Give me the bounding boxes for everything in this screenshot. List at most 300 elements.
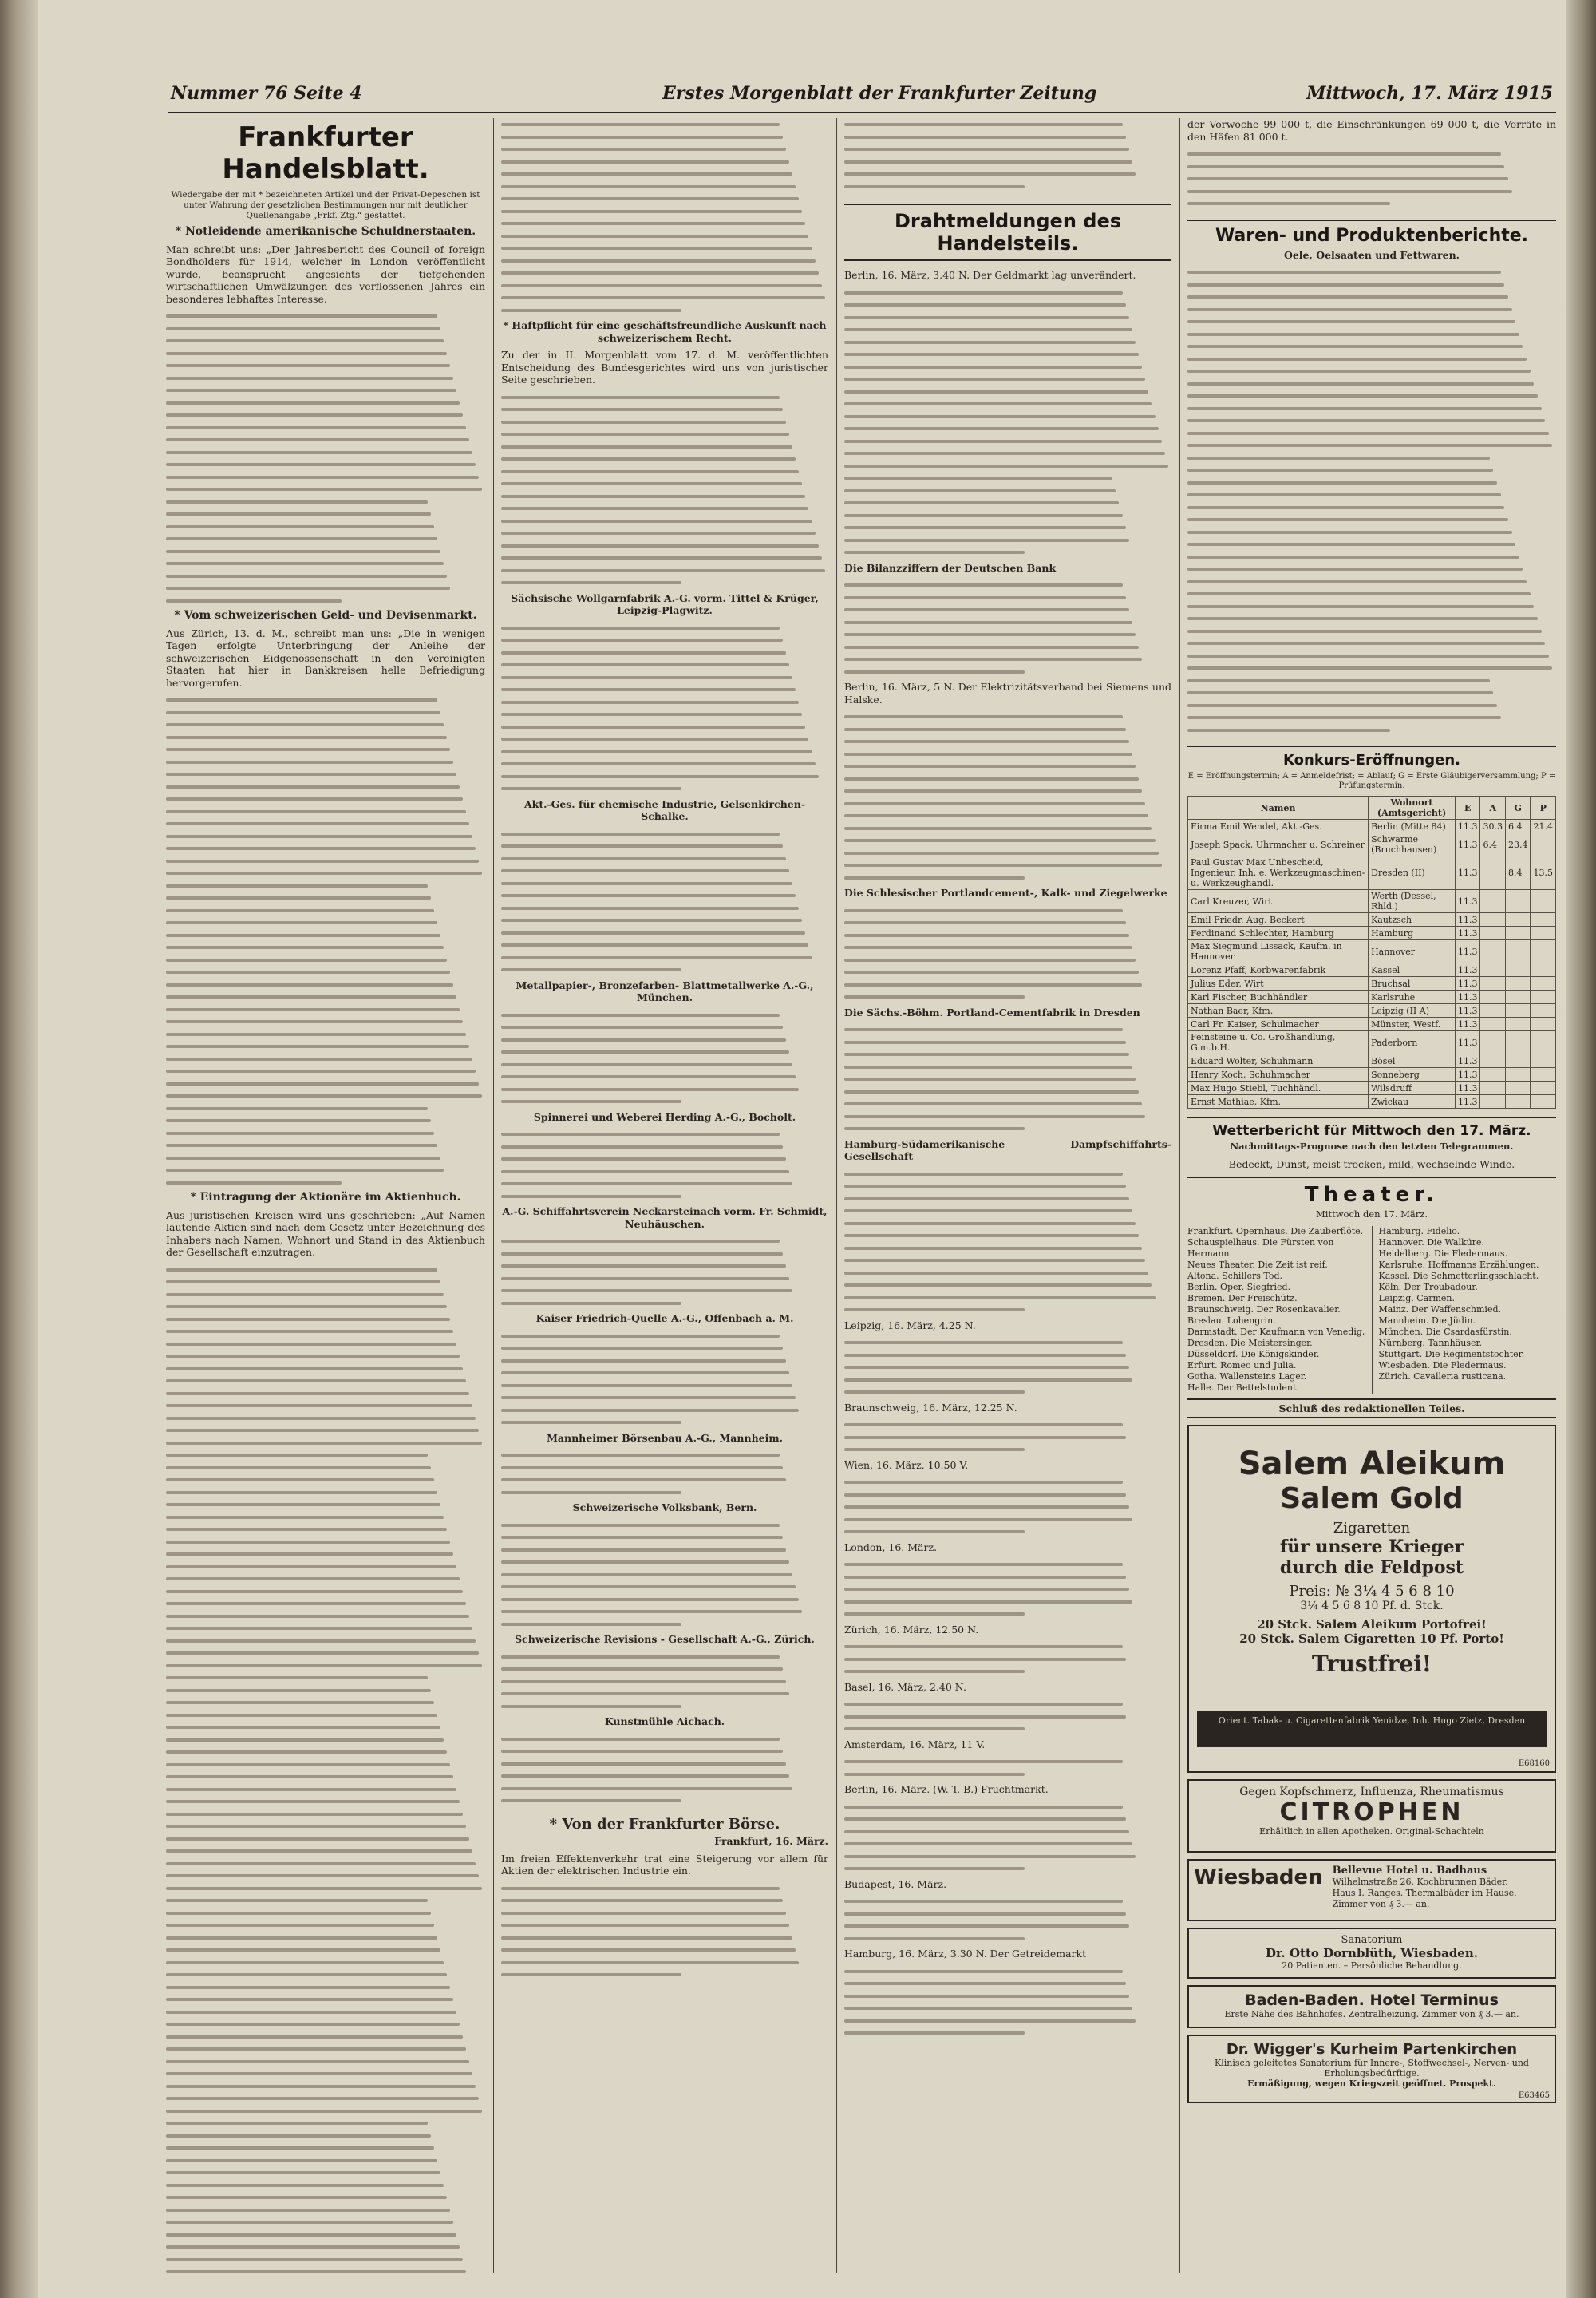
text-line	[501, 1956, 799, 1969]
text-line	[166, 2055, 469, 2068]
text-line	[166, 322, 440, 335]
text-line	[501, 192, 799, 205]
text-line	[844, 1086, 1139, 1098]
text-line	[1187, 551, 1519, 564]
theater-entry: Berlin. Oper. Siegfried.	[1187, 1281, 1291, 1292]
column-1	[166, 118, 485, 2273]
table-cell: Wilsdruff	[1369, 1082, 1456, 1095]
text-line	[166, 1820, 466, 1833]
text-line	[166, 1894, 428, 1907]
theater-entry: Breslau. Lohengrin.	[1187, 1315, 1276, 1326]
text-line	[844, 666, 1025, 678]
text-line	[166, 532, 437, 545]
dispatch: Die Schlesischer Portlandcement-, Kalk- und Ziegelwerke	[844, 887, 1167, 899]
konkurs-table	[1187, 796, 1556, 1109]
article-title: * Eintragung der Aktionäre im Aktienbuch.	[190, 1191, 461, 1204]
text-block	[166, 1264, 485, 2274]
theater-entry: Köln. Der Troubadour.	[1378, 1281, 1478, 1292]
text-line	[166, 2229, 456, 2241]
text-line	[844, 847, 1159, 860]
text-line	[501, 527, 816, 540]
dispatch: Leipzig, 16. März, 4.25 N.	[844, 1319, 976, 1331]
text-line	[1187, 414, 1545, 427]
text-line	[844, 979, 1142, 991]
text-line	[501, 877, 792, 890]
text-line	[844, 1073, 1136, 1086]
table-cell: 11.3	[1455, 1004, 1480, 1018]
table-row	[1188, 1095, 1556, 1109]
table-cell: 11.3	[1455, 913, 1480, 927]
text-line	[501, 1568, 792, 1581]
text-line	[501, 540, 819, 552]
text-line	[166, 1363, 463, 1375]
text-line	[501, 391, 780, 404]
text-line	[844, 785, 1142, 797]
table-cell	[1531, 1031, 1556, 1054]
text-line	[844, 809, 1148, 822]
ad-price: Preis: № 3¼ 4 5 6 8 10	[1289, 1583, 1455, 1600]
text-line	[501, 1021, 783, 1034]
text-line	[501, 1894, 783, 1907]
text-block	[844, 1418, 1171, 1459]
table-cell	[1505, 1068, 1531, 1082]
text-line	[844, 904, 1123, 917]
table-cell	[1480, 977, 1506, 991]
text-line	[501, 1083, 799, 1096]
ad-text: durch die Feldpost	[1279, 1557, 1464, 1578]
text-line	[1187, 353, 1527, 366]
text-line	[166, 1833, 469, 1845]
text-line	[166, 347, 447, 360]
table-cell: 6.4	[1505, 820, 1531, 833]
table-header-cell: P	[1531, 797, 1556, 820]
text-line	[844, 287, 1123, 299]
text-line	[166, 1932, 437, 1944]
text-line	[166, 2216, 453, 2229]
table-cell	[1531, 991, 1556, 1004]
text-line	[844, 1837, 1132, 1850]
text-line	[166, 397, 460, 409]
dispatch: Hamburg-Südamerikanische Dampfschiffahrts-Gesellschaft	[844, 1137, 1171, 1162]
table-cell: Kassel	[1369, 963, 1456, 977]
text-line	[844, 118, 1123, 131]
text-line	[166, 508, 431, 520]
dispatch: Zürich, 16. März, 12.50 N.	[844, 1623, 979, 1635]
ad-brand-line: Dr. Otto Dornblüth, Wiesbaden.	[1266, 1946, 1478, 1960]
ad-text: Sanatorium	[1341, 1934, 1403, 1946]
text-line	[844, 2002, 1132, 2015]
text-line	[844, 2015, 1136, 2027]
text-line	[844, 710, 1123, 723]
table-cell	[1531, 940, 1556, 963]
ad-price-unit: 3¼ 4 5 6 8 10 Pf. d. Stck.	[1300, 1600, 1444, 1612]
book-spine	[0, 0, 38, 2298]
table-cell	[1531, 963, 1556, 977]
table-cell: Berlin (Mitte 84)	[1369, 820, 1456, 833]
text-line	[501, 1618, 681, 1631]
text-line	[166, 1993, 453, 2006]
text-line	[166, 2080, 476, 2093]
theater-entry: Altona. Schillers Tod.	[1187, 1270, 1283, 1281]
dispatch: London, 16. März.	[844, 1541, 938, 1553]
text-line	[501, 267, 819, 279]
text-line	[501, 696, 799, 709]
text-line	[166, 1659, 482, 1672]
text-line	[501, 1700, 681, 1713]
text-line	[166, 718, 444, 731]
text-line	[501, 465, 799, 478]
ad-code: E63465	[1518, 2091, 1550, 2100]
text-line	[166, 2166, 440, 2179]
text-line	[844, 143, 1129, 156]
text-line	[166, 1461, 431, 1474]
table-row	[1188, 991, 1556, 1004]
text-line	[166, 694, 437, 706]
table-cell: Bruchsal	[1369, 977, 1456, 991]
article-text: Aus juristischen Kreisen wird uns geschrieben: „Auf Namen lautende Aktien sind nach dem Gesetz unter Bezeichnung des Inhabers nach Namen, Wohnort und Stand in das Aktienbuch der Gesellschaft einzutragen.	[166, 1208, 485, 1258]
dispatch: Die Sächs.-Böhm. Portland-Cementfabrik in Dresden	[844, 1006, 1140, 1018]
dispatch: Braunschweig, 16. März, 12.25 N.	[844, 1401, 1017, 1414]
text-line	[166, 372, 453, 385]
column-rule	[493, 118, 494, 2273]
text-line	[166, 1053, 472, 1066]
text-block	[501, 1330, 828, 1432]
text-line	[844, 534, 1129, 547]
ad-hotel-terminus	[1187, 1985, 1556, 2028]
text-line	[501, 1733, 780, 1746]
text-line	[501, 279, 822, 292]
text-line	[844, 1768, 1025, 1781]
text-line	[844, 1608, 1025, 1620]
text-line	[166, 1300, 447, 1313]
table-cell: 11.3	[1455, 1054, 1480, 1068]
text-line	[501, 1782, 792, 1795]
text-block	[501, 622, 828, 798]
text-line	[501, 1907, 786, 1920]
table-cell	[1505, 940, 1531, 963]
text-line	[844, 773, 1139, 785]
text-line	[501, 304, 681, 317]
text-line	[1187, 148, 1501, 160]
table-cell: 11.3	[1455, 977, 1480, 991]
text-line	[166, 1808, 463, 1821]
table-row	[1188, 1004, 1556, 1018]
text-line	[166, 1473, 434, 1486]
ad-citrophen	[1187, 1779, 1556, 1853]
text-line	[844, 1489, 1126, 1501]
text-line	[1187, 328, 1519, 341]
ad-text: Ermäßigung, wegen Kriegszeit geöffnet. Prospekt.	[1247, 2078, 1496, 2089]
article-title: Kaiser Friedrich-Quelle A.-G., Offenbach a. M.	[535, 1312, 794, 1324]
ad-text: Haus I. Ranges. Thermalbäder im Hause.	[1332, 1888, 1517, 1898]
text-line	[501, 1153, 786, 1165]
text-line	[166, 1622, 472, 1635]
theater-list-left	[1187, 1226, 1365, 1394]
text-line	[166, 1313, 450, 1326]
article-text: Zu der in II. Morgenblatt vom 17. d. M. veröffentlichten Entscheidung des Bundesgerichtes wird uns von juristischer Seite geschrieben.	[501, 349, 828, 386]
article-title: * Notleidende amerikanische Schuldnerstaaten.	[175, 225, 476, 238]
table-cell	[1531, 890, 1556, 913]
text-block	[844, 1023, 1171, 1138]
text-line	[501, 647, 786, 659]
table-cell	[1480, 1018, 1506, 1031]
ad-text: 20 Stck. Salem Cigaretten 10 Pf. Porto!	[1239, 1632, 1504, 1646]
text-line	[501, 1297, 681, 1310]
text-line	[501, 230, 808, 243]
header-page-number: Nummer 76 Seite 4	[171, 83, 362, 104]
text-line	[166, 756, 453, 769]
text-block	[501, 828, 828, 979]
ad-text: Zimmer von ₰ 3.— an.	[1332, 1899, 1430, 1909]
dispatch: Basel, 16. März, 2.40 N.	[844, 1680, 966, 1693]
text-block	[166, 694, 485, 1192]
text-line	[1187, 172, 1508, 185]
table-cell: Karl Fischer, Buchhändler	[1188, 991, 1369, 1004]
text-line	[844, 509, 1123, 522]
table-cell: 30.3	[1480, 820, 1506, 833]
text-line	[166, 979, 453, 991]
text-line	[166, 1276, 440, 1288]
table-row	[1188, 1054, 1556, 1068]
column-rule	[1179, 118, 1180, 2273]
text-block	[501, 391, 828, 592]
text-line	[501, 1593, 799, 1606]
table-cell	[1505, 1004, 1531, 1018]
text-line	[166, 1374, 466, 1387]
text-line	[166, 731, 447, 744]
text-line	[501, 1416, 681, 1429]
text-line	[844, 410, 1156, 423]
text-line	[1187, 575, 1527, 588]
text-line	[844, 1965, 1123, 1978]
table-cell	[1480, 1054, 1506, 1068]
text-line	[501, 1034, 786, 1046]
text-block	[844, 1755, 1171, 1783]
table-cell	[1505, 991, 1531, 1004]
text-line	[1187, 563, 1523, 575]
text-line	[1187, 699, 1497, 712]
text-line	[166, 2018, 460, 2031]
table-cell	[1480, 856, 1506, 890]
ad-brand-line: Baden-Baden. Hotel Terminus	[1245, 1991, 1499, 2009]
table-cell	[1480, 913, 1506, 927]
text-line	[166, 2204, 450, 2217]
text-line	[844, 653, 1142, 666]
table-cell: 11.3	[1455, 927, 1480, 940]
text-line	[844, 1525, 1025, 1538]
text-line	[166, 1449, 428, 1461]
article-title: Akt.-Ges. für chemische Industrie, Gelsenkirchen-Schalke.	[523, 797, 806, 822]
theater-entry: Mannheim. Die Jüdin.	[1378, 1315, 1476, 1326]
text-line	[844, 1048, 1129, 1061]
theater-entry: Halle. Der Bettelstudent.	[1187, 1382, 1299, 1393]
theater-entry: Neues Theater. Die Zeit ist reif.	[1187, 1259, 1328, 1270]
text-block	[501, 1128, 828, 1205]
text-line	[501, 552, 822, 564]
text-line	[844, 628, 1136, 641]
text-line	[166, 1758, 450, 1771]
text-line	[1187, 365, 1531, 378]
text-line	[844, 1571, 1126, 1584]
text-line	[501, 416, 786, 429]
table-header-cell: G	[1505, 797, 1531, 820]
text-block	[844, 1698, 1171, 1738]
table-row	[1188, 820, 1556, 833]
table-cell: Henry Koch, Schuhmacher	[1188, 1068, 1369, 1082]
handelsblatt-title: Frankfurter Handelsblatt.	[222, 121, 429, 185]
text-block	[844, 710, 1171, 887]
article-title: Kunstmühle Aichach.	[604, 1715, 725, 1727]
text-line	[166, 2067, 472, 2080]
text-line	[501, 770, 819, 783]
text-line	[844, 1476, 1123, 1489]
dispatch: Budapest, 16. März.	[844, 1877, 947, 1890]
text-block	[844, 287, 1171, 562]
text-line	[166, 1065, 476, 1078]
table-cell	[1480, 927, 1506, 940]
text-line	[844, 1501, 1129, 1513]
theater-entry: Bremen. Der Freischütz.	[1187, 1292, 1298, 1303]
table-cell: Kautzsch	[1369, 913, 1456, 927]
text-block	[844, 1476, 1171, 1541]
article-title: Schweizerische Revisions - Gesellschaft A.-G., Zürich.	[515, 1633, 815, 1645]
reprint-notice: Wiedergabe der mit * bezeichneten Artikel und der Privat-Depeschen ist unter Wahrung der gesetzlichen Bestimmungen nur mit deutlicher Quellenangabe „Frkf. Ztg.“ gestattet.	[171, 190, 480, 220]
text-line	[501, 453, 796, 465]
theater-entry: Kassel. Die Schmetterlingsschlacht.	[1378, 1270, 1539, 1281]
text-line	[844, 299, 1126, 311]
text-line	[166, 2105, 482, 2118]
text-line	[501, 441, 792, 453]
text-line	[844, 941, 1132, 954]
theater-entry: Düsseldorf. Die Königskinder.	[1187, 1348, 1320, 1359]
text-line	[501, 242, 812, 255]
text-line	[166, 929, 440, 942]
text-line	[166, 1981, 450, 1994]
text-line	[844, 2027, 1025, 2039]
text-line	[844, 180, 1025, 193]
text-line	[166, 2142, 434, 2154]
text-line	[166, 1164, 444, 1177]
table-row	[1188, 940, 1556, 963]
text-line	[1187, 452, 1490, 465]
table-cell: 11.3	[1455, 833, 1480, 856]
text-line	[501, 1260, 786, 1272]
text-line	[166, 1325, 453, 1338]
text-line	[166, 1139, 437, 1152]
text-line	[501, 902, 799, 915]
table-cell: Ernst Mathiae, Kfm.	[1188, 1095, 1369, 1109]
table-header-cell: A	[1480, 797, 1506, 820]
text-block	[844, 579, 1171, 681]
table-cell	[1531, 833, 1556, 856]
text-line	[1187, 526, 1512, 539]
ad-brand-line: Salem Gold	[1280, 1482, 1464, 1515]
text-line	[844, 1583, 1129, 1596]
table-cell	[1531, 1082, 1556, 1095]
text-line	[166, 557, 444, 570]
ad-brand-line: Salem Aleikum	[1238, 1446, 1506, 1482]
text-line	[1187, 402, 1542, 415]
theater-listing	[1187, 1226, 1556, 1394]
text-line	[1187, 674, 1490, 687]
table-cell: Max Hugo Stiebl, Tuchhändl.	[1188, 1082, 1369, 1095]
text-line	[166, 954, 447, 967]
table-cell: 11.3	[1455, 1068, 1480, 1082]
text-block	[501, 1449, 828, 1501]
table-cell: 11.3	[1455, 940, 1480, 963]
text-line	[166, 842, 476, 855]
text-line	[1187, 390, 1538, 402]
text-line	[501, 1404, 799, 1417]
text-line	[166, 1486, 437, 1499]
text-line	[501, 1058, 792, 1071]
article-title: Schweizerische Volksbank, Bern.	[572, 1501, 757, 1513]
text-line	[501, 515, 812, 528]
theater-entry: Heidelberg. Die Fledermaus.	[1378, 1248, 1508, 1259]
text-line	[166, 830, 472, 843]
text-line	[844, 1291, 1156, 1304]
dispatch: Berlin, 16. März. (W. T. B.) Fruchtmarkt.	[844, 1783, 1049, 1795]
table-cell	[1480, 1082, 1506, 1095]
ad-text: Bellevue Hotel u. Badhaus	[1332, 1865, 1487, 1877]
dispatch: Berlin, 16. März, 3.40 N. Der Geldmarkt lag unverändert.	[844, 269, 1136, 281]
text-line	[166, 1424, 479, 1437]
text-line	[501, 708, 802, 721]
table-cell	[1531, 977, 1556, 991]
table-cell	[1531, 1068, 1556, 1082]
text-line	[844, 361, 1142, 374]
text-line	[1187, 340, 1523, 353]
text-line	[844, 546, 1025, 559]
text-line	[844, 1204, 1132, 1217]
text-block	[844, 904, 1171, 1007]
text-line	[166, 1078, 479, 1090]
text-line	[166, 2117, 428, 2130]
text-block	[166, 310, 485, 610]
table-cell: Sonneberg	[1369, 1068, 1456, 1082]
theater-entry: Erfurt. Romeo und Julia.	[1187, 1359, 1297, 1370]
text-line	[501, 1580, 796, 1593]
ad-text: 20 Stck. Salem Aleikum Portofrei!	[1257, 1617, 1487, 1632]
text-line	[501, 180, 796, 193]
text-line	[844, 1431, 1126, 1444]
text-line	[166, 1770, 453, 1783]
table-cell: 11.3	[1455, 856, 1480, 890]
text-line	[166, 595, 342, 607]
dispatch: Berlin, 16. März, 5 N. Der Elektrizitätsverband bei Siemens und Halske.	[844, 681, 1171, 706]
text-line	[166, 384, 456, 397]
text-line	[166, 1597, 466, 1610]
theater-entry: München. Die Csardasfürstin.	[1378, 1326, 1512, 1337]
text-block	[501, 1235, 828, 1312]
text-line	[166, 1783, 456, 1796]
table-row	[1188, 856, 1556, 890]
text-line	[1187, 439, 1552, 452]
theater-entry: Frankfurt. Opernhaus. Die Zauberflöte.	[1187, 1225, 1364, 1236]
text-line	[1187, 501, 1504, 514]
text-line	[501, 1248, 783, 1260]
text-line	[501, 1070, 796, 1083]
text-line	[501, 671, 792, 684]
text-line	[166, 867, 482, 880]
text-line	[844, 1920, 1129, 1932]
table-cell: Leipzig (II A)	[1369, 1004, 1456, 1018]
column-4	[1187, 118, 1556, 2273]
text-line	[1187, 637, 1545, 650]
text-line	[501, 156, 789, 168]
dispatch: Hamburg, 16. März, 3.30 N. Der Getreidemarkt	[844, 1948, 1087, 1960]
text-line	[166, 1635, 476, 1647]
